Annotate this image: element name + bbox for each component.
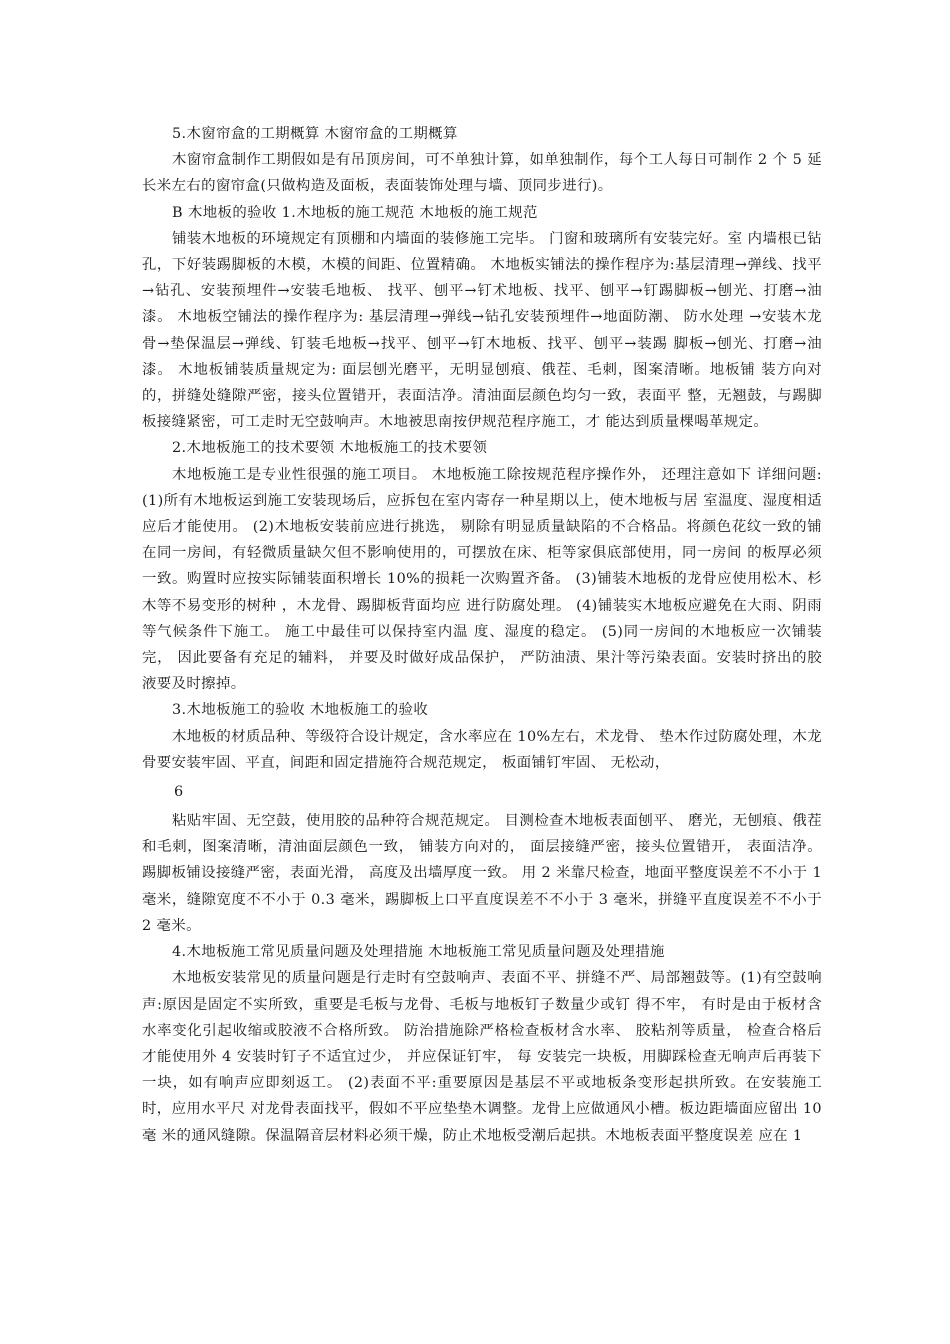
section-heading-curtain-box-schedule: 5.木窗帘盒的工期概算 木窗帘盒的工期概算 — [172, 126, 458, 142]
section-heading-common-problems: 4.木地板施工常见质量问题及处理措施 木地板施工常见质量问题及处理措施 — [172, 944, 665, 961]
document-page — [142, 121, 822, 1149]
section-heading-construction-acceptance: 3.木地板施工的验收 木地板施工的验收 — [172, 702, 429, 719]
section-heading-floor-acceptance: B 木地板的验收 1.木地板的施工规范 木地板的施工规范 — [172, 204, 538, 221]
paragraph-common-problems: 木地板安装常见的质量问题是行走时有空鼓响声、表面不平、拼缝不严、局部翘鼓等。(1)有空鼓响声:原因是固定不实所致，重要是毛板与龙骨、毛板与地板钉子数量少或钉 得不牢， 有时是由于板材含水率变化引起收缩或胶液不合格所致。 防治措施除严格检查板材含水率、 胶粘剂等质量， 检查合格后才能使用外 4 安装时钉子不适宜过少， 并应保证钉牢， 每 安装完一块板，用脚踩检查无响声后再装下一块，如有响声应即刻返工。 (2)表面不平:重要原因是基层不平或地板条变形起拱所致。在安装施工时，应用水平尺 对龙骨表面找平，假如不平应垫垫木调整。龙骨上应做通风小槽。板边距墙面应留出 10 毫 米的通风缝隙。保温隔音层材料必须干燥，防止术地板受潮后起拱。木地板表面平整度误差 应在 1 — [142, 970, 822, 1144]
paragraph-acceptance-part2: 粘贴牢固、无空鼓，使用胶的品种符合规范规定。 目测检查木地板表面刨平、 磨光，无刨痕、俄茬和毛刺，图案清晰，清油面层颜色一致， 铺装方向对的， 面层接缝严密，接头位置错开， 表面洁净。 踢脚板铺设接缝严密，表面光滑， 高度及出墙厚度一致。 用 2 米靠尺检查，地面平整度误差不不小于 1 毫米，缝隙宽度不不小于 0.3 毫米，踢脚板上口平直度误差不不小于 3 毫米，拼缝平直度误差不不小于 2 毫米。 — [142, 813, 822, 934]
page-number: 6 — [174, 784, 184, 801]
section-heading-technical-points: 2.木地板施工的技术要领 木地板施工的技术要领 — [172, 440, 488, 457]
paragraph-curtain-box: 木窗帘盒制作工期假如是有吊顶房间，可不单独计算，如单独制作，每个工人每日可制作 2 个 5 延长米左右的窗帘盒(只做构造及面板，表面装饰处理与墙、顶同步进行)。 — [142, 152, 822, 195]
paragraph-acceptance-part1: 木地板的材质品种、等级符合设计规定，含水率应在 10%左右，术龙骨、 垫木作过防腐处理，木龙骨要安装牢固、平直，间距和固定措施符合规范规定， 板面铺钉牢固、 无松动， — [142, 728, 822, 771]
paragraph-technical-points: 木地板施工是专业性很强的施工项目。 木地板施工除按规范程序操作外， 还理注意如下 详细问题: (1)所有木地板运到施工安装现场后，应拆包在室内寄存一种星期以上，使木地板与居 室温度、湿度相适应后才能使用。 (2)木地板安装前应进行挑选， 剔除有明显质量缺陷的不合格品。将颜色花纹一致的铺 在同一房间，有轻微质量缺欠但不影响使用的，可摆放在床、柜等家俱底部使用，同一房间 的板厚必须一致。购置时应按实际铺装面积增长 10%的损耗一次购置齐备。 (3)铺装木地板的龙骨应使用松木、杉木等不易变形的树种 ，木龙骨、踢脚板背面均应 进行防腐处理。 (4)铺装实木地板应避免在大雨、阴雨等气候条件下施工。 施工中最佳可以保持室内温 度、湿度的稳定。 (5)同一房间的木地板应一次铺装完， 因此要备有充足的辅料， 并要及时做好成品保护， 严防油渍、果汁等污染表面。安装时挤出的胶液要及时擦掉。 — [142, 466, 822, 693]
paragraph-floor-specification: 铺装木地板的环境规定有顶棚和内墙面的装修施工完毕。 门窗和玻璃所有安装完好。室 内墙根已钻孔，下好装踢脚板的木模，木模的间距、位置精确。 木地板实铺法的操作程序为:基层清理→弹线、找平→钻孔、安装预埋件→安装毛地板、 找平、刨平→钉术地板、找平、刨平→钉踢脚板→刨光、打磨→油漆。 木地板空铺法的操作程序为: 基层清理→弹线→钻孔安装预埋件→地面防潮、 防水处理 →安装木龙骨→垫保温层→弹线、钉装毛地板→找平、刨平→钉木地板、找平、刨平→装踢 脚板→刨光、打磨→油漆。 木地板铺装质量规定为: 面层刨光磨平，无明显刨痕、俄茬、毛刺，图案清晰。地板铺 装方向对的，拼缝处缝隙严密，接头位置错开，表面洁净。清油面层颜色均匀一致，表面平 整，无翘鼓，与踢脚板接缝紧密，可工走时无空鼓响声。木地被思南按伊规范程序施工，才 能达到质量棵喝革规定。 — [142, 230, 822, 431]
